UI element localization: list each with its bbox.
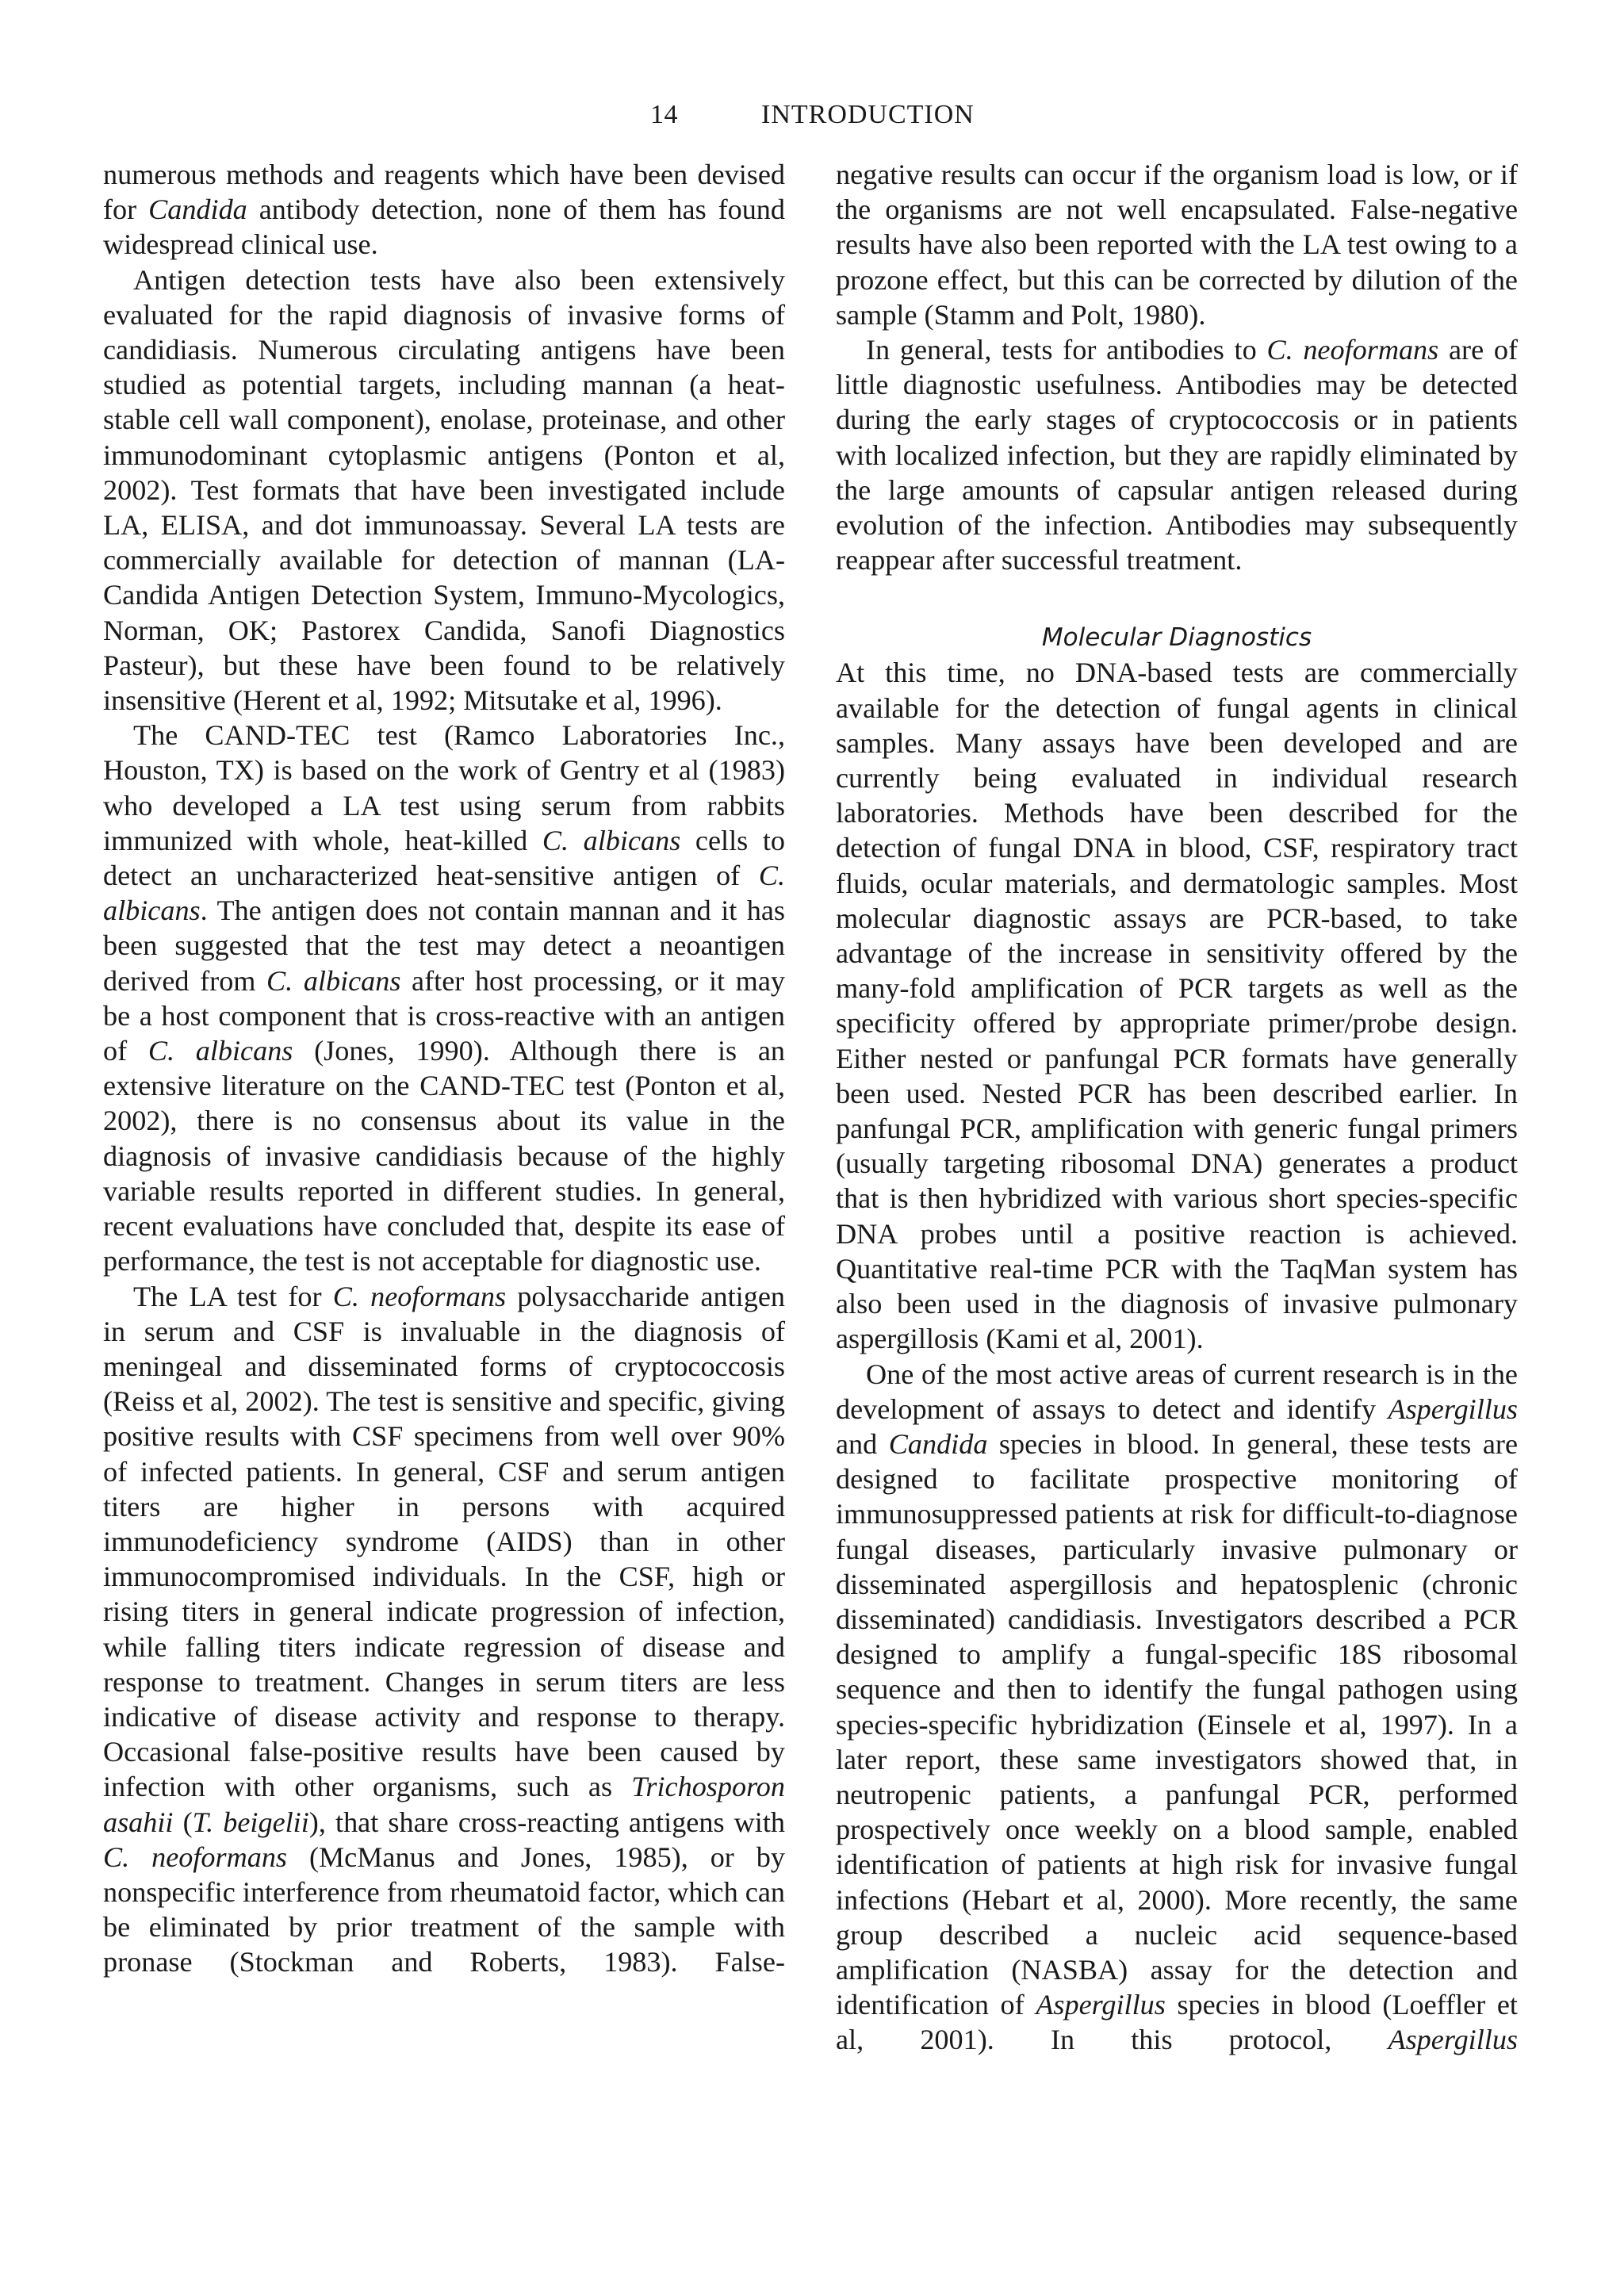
text-run: Antigen detection tests have also been extensively evaluated for the rapid diagnosis of invasive forms of candidiasis. Numerous circulating antigens have been studied as potential targets, including mannan (a heat-stable cell wall component), enolase, proteinase, and other immunodominant cytoplasmic antigens (Ponton et al, 2002). Test formats that have been investigated include LA, ELISA, and dot immunoassay. Several LA tests are commercially available for detection of mannan (LA-Candida Antigen Detection System, Immuno-Mycologics, Norman, OK; Pastorex Candida, Sanofi Diagnostics Pasteur), but these have been found to be relatively insensitive (Herent et al, 1992; Mitsutake et al, 1996). (103, 263, 785, 717)
italic-term: Aspergillus (1388, 2024, 1518, 2056)
italic-term: C. neoformans (1266, 334, 1439, 366)
paragraph (103, 1279, 785, 1980)
text-run: At this time, no DNA-based tests are commercially available for the detection of fungal agents in clinical samples. Many assays have been developed and are currently being evaluated in individual research laboratories. Methods have been described for the detection of fungal DNA in blood, CSF, respiratory tract fluids, ocular materials, and dermatologic samples. Most molecular diagnostic assays are PCR-based, to take advantage of the increase in sensitivity offered by the many-fold amplification of PCR targets as well as the specificity offered by appropriate primer/probe design. Either nested or panfungal PCR formats have generally been used. Nested PCR has been described earlier. In panfungal PCR, amplification with generic fungal primers (usually targeting ribosomal DNA) generates a product that is then hybridized with various short species-specific DNA probes until a positive reaction is achieved. Quantitative real-time PCR with the TaqMan system has also been used in the diagnosis of invasive pulmonary aspergillosis (Kami et al, 2001). (836, 657, 1518, 1355)
paragraph (836, 655, 1518, 1356)
left-column-body (103, 157, 785, 1980)
text-run: and (836, 1427, 889, 1460)
text-run: One of the most active areas of current research is in the development of assays to detect and identify (836, 1358, 1518, 1425)
text-run: species in blood (Loeffler et al, 2001). In this protocol, (836, 1989, 1518, 2056)
text-run: (Jones, 1990). Although there is an extensive literature on the CAND-TEC test (Ponton et al, 2002), there is no consensus about its value in the diagnosis of invasive candidiasis because of the highly variable results reported in different studies. In general, recent evaluations have concluded that, despite its ease of performance, the test is not acceptable for diagnostic use. (103, 1035, 785, 1277)
section-title: INTRODUCTION (761, 100, 975, 129)
italic-term: Aspergillus (1388, 1392, 1518, 1425)
text-run: antibody detection, none of them has found widespread clinical use. (103, 193, 785, 261)
text-run: ), that share cross-reacting antigens with (308, 1806, 785, 1838)
italic-term: Trichosporon asahii (103, 1771, 785, 1838)
right-column (836, 157, 1518, 2058)
text-run: (McManus and Jones, 1985), or by nonspecific interference from rheumatoid factor, which can be eliminated by prior treatment of the sample with pronase (Stockman and Roberts, 1983). False- (103, 1840, 785, 1978)
text-run: In general, tests for antibodies to (866, 334, 1267, 366)
italic-term: C. albicans (147, 1035, 293, 1067)
italic-term: Candida (148, 193, 247, 226)
left-column (103, 157, 785, 1980)
page-number: 14 (650, 100, 678, 129)
text-run: cells to detect an uncharacterized heat-sensitive antigen of (103, 824, 785, 892)
italic-term: C. albicans (103, 860, 785, 927)
paragraph (103, 157, 785, 262)
paragraph (103, 718, 785, 1278)
paragraph (836, 157, 1518, 332)
italic-term: C. neoformans (103, 1840, 288, 1873)
italic-term: C. neoformans (332, 1280, 507, 1312)
text-run: species in blood. In general, these tests are designed to facilitate prospective monitoring of immunosuppressed patients at risk for difficult-to-diagnose fungal diseases, particularly invasive pulmonary or disseminated aspergillosis and hepatosplenic (chronic disseminated) candidiasis. Investigators described a PCR designed to amplify a fungal-specific 18S ribosomal sequence and then to identify the fungal pathogen using species-specific hybridization (Einsele et al, 1997). In a later report, these same investigators showed that, in neutropenic patients, a panfungal PCR, performed prospectively once weekly on a blood sample, enabled identification of patients at high risk for invasive fungal infections (Hebart et al, 2000). More recently, the same group described a nucleic acid sequence-based amplification (NASBA) assay for the detection and identification of (836, 1427, 1519, 2021)
italic-term: C. albicans (266, 964, 401, 997)
text-run: polysaccharide antigen in serum and CSF is invaluable in the diagnosis of meningeal and disseminated forms of cryptococcosis (Reiss et al, 2002). The test is sensitive and specific, giving positive results with CSF specimens from well over 90% of infected patients. In general, CSF and serum antigen titers are higher in persons with acquired immunodeficiency syndrome (AIDS) than in other immunocompromised individuals. In the CSF, high or rising titers in general indicate progression of infection, while falling titers indicate regression of disease and response to treatment. Changes in serum titers are less indicative of disease activity and response to therapy. Occasional false-positive results have been caused by infection with other organisms, such as (103, 1280, 785, 1803)
text-run: are of little diagnostic usefulness. Antibodies may be detected during the early stages of cryptococcosis or in patients with localized infection, but they are rapidly eliminated by the large amounts of capsular antigen released during evolution of the infection. Antibodies may subsequently reappear after successful treatment. (836, 334, 1518, 576)
text-run: negative results can occur if the organism load is low, or if the organisms are not well encapsulated. False-negative results have also been reported with the LA test owing to a prozone effect, but this can be corrected by dilution of the sample (Stamm and Polt, 1980). (836, 159, 1518, 331)
section-subheading: Molecular Diagnostics (1041, 623, 1312, 653)
italic-term: C. albicans (542, 824, 681, 856)
paragraph (836, 1357, 1518, 2058)
paragraph (103, 262, 785, 718)
text-run: numerous methods and reagents which have been devised for (103, 159, 785, 226)
italic-term: Aspergillus (1036, 1989, 1166, 2021)
italic-term: Candida (888, 1427, 988, 1460)
italic-term: T. beigelii (192, 1806, 309, 1838)
text-run: The LA test for (133, 1280, 333, 1312)
text-run: after host processing, or it may be a host component that is cross-reactive with an antigen of (103, 964, 785, 1067)
text-run: . The antigen does not contain mannan and it has been suggested that the test may detect a neoantigen derived from (103, 894, 785, 997)
right-column-top-body (836, 157, 1518, 577)
right-column-bottom-body (836, 655, 1518, 2057)
paragraph (836, 332, 1518, 577)
text-run: ( (173, 1806, 193, 1838)
text-run: The CAND-TEC test (Ramco Laboratories Inc., Houston, TX) is based on the work of Gentry et al (1983) who developed a LA test using serum from rabbits immunized with whole, heat-killed (103, 719, 785, 856)
